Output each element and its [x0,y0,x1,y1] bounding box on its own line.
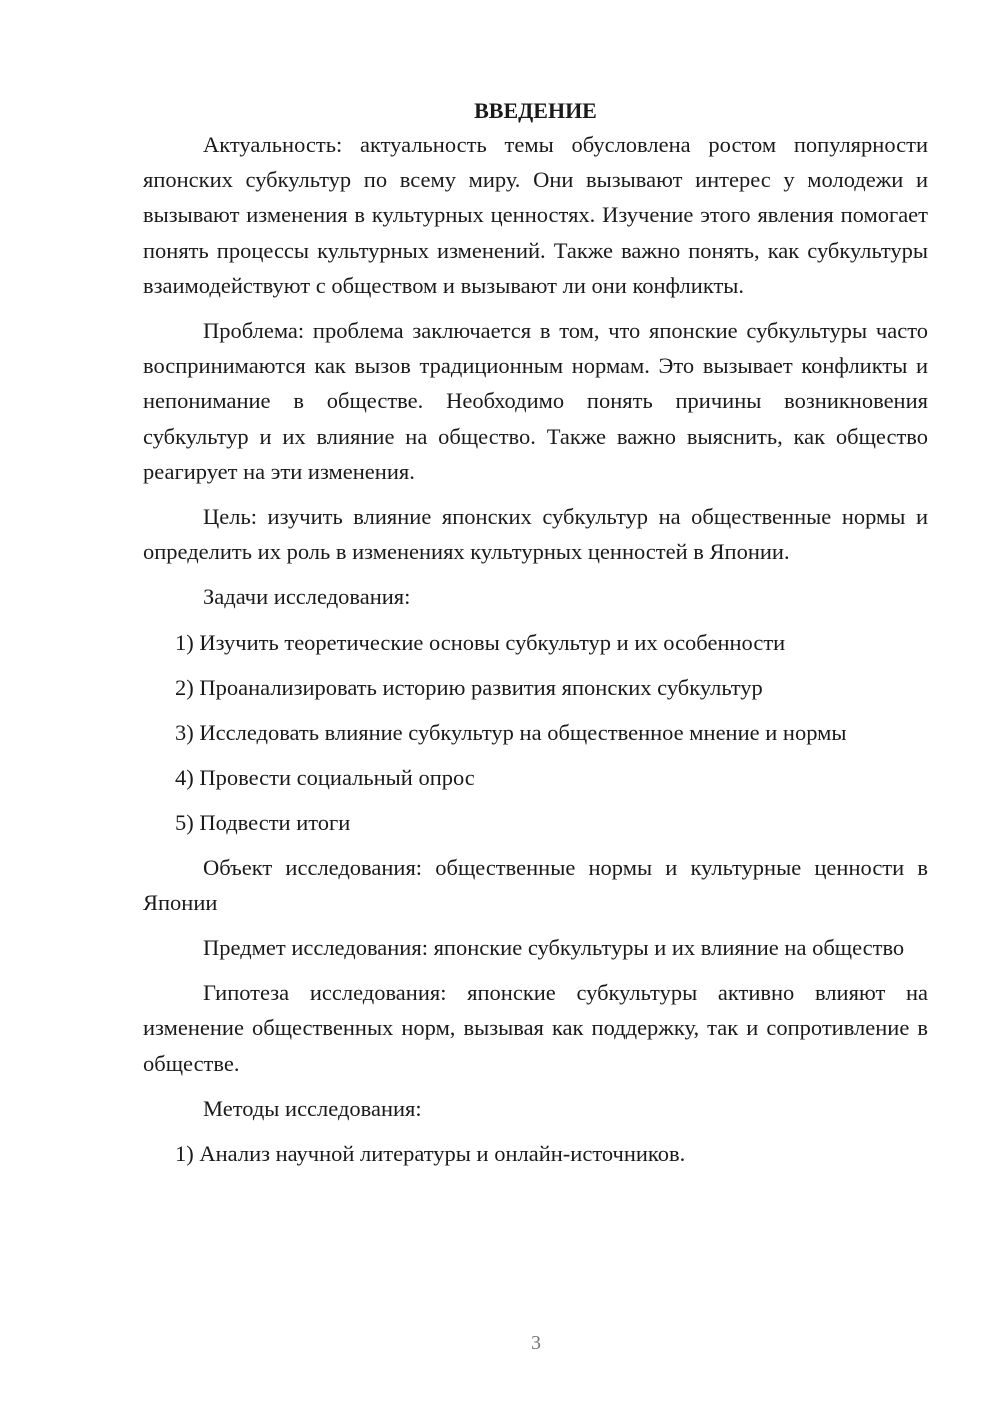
method-item-1: 1) Анализ научной литературы и онлайн-источников. [175,1141,686,1167]
page-number: 3 [531,1332,541,1354]
task-item-2: 2) Проанализировать историю развития японских субкультур [175,674,763,700]
methods-list [143,1136,928,1171]
methods-heading: Методы исследования: [203,1095,422,1121]
paragraph-problem: Проблема: проблема заключается в том, что японские субкультуры часто воспринимаются как вызов традиционным нормам. Это вызывает конфликты и непонимание в обществе. Необходимо понять причины возникновения субкультур и их влияние на общество. Также важно выяснить, как общество реагирует на эти изменения. [143,318,928,484]
paragraph-goal: Цель: изучить влияние японских субкультур на общественные нормы и определить их роль в изменениях культурных ценностей в Японии. [143,504,928,565]
page-content [143,94,928,1171]
paragraph-object: Объект исследования: общественные нормы и культурные ценности в Японии [143,854,928,915]
tasks-heading: Задачи исследования: [203,584,411,610]
paragraph-subject: Предмет исследования: японские субкультуры и их влияние на общество [203,935,905,961]
tasks-list [143,625,928,840]
task-item-5: 5) Подвести итоги [175,809,351,835]
paragraph-relevance: Актуальность: актуальность темы обусловлена ростом популярности японских субкультур по всему миру. Они вызывают интерес у молодежи и вызывают изменения в культурных ценностях. Изучение этого явления помогает понять процессы культурных изменений. Также важно понять, как субкультуры взаимодействуют с обществом и вызывают ли они конфликты. [143,132,928,298]
section-title: ВВЕДЕНИЕ [474,98,597,123]
paragraph-hypothesis: Гипотеза исследования: японские субкультуры активно влияют на изменение общественных норм, вызывая как поддержку, так и сопротивление в обществе. [143,980,928,1076]
task-item-4: 4) Провести социальный опрос [175,764,475,790]
task-item-3: 3) Исследовать влияние субкультур на общественное мнение и нормы [175,719,847,745]
task-item-1: 1) Изучить теоретические основы субкультур и их особенности [175,629,786,655]
